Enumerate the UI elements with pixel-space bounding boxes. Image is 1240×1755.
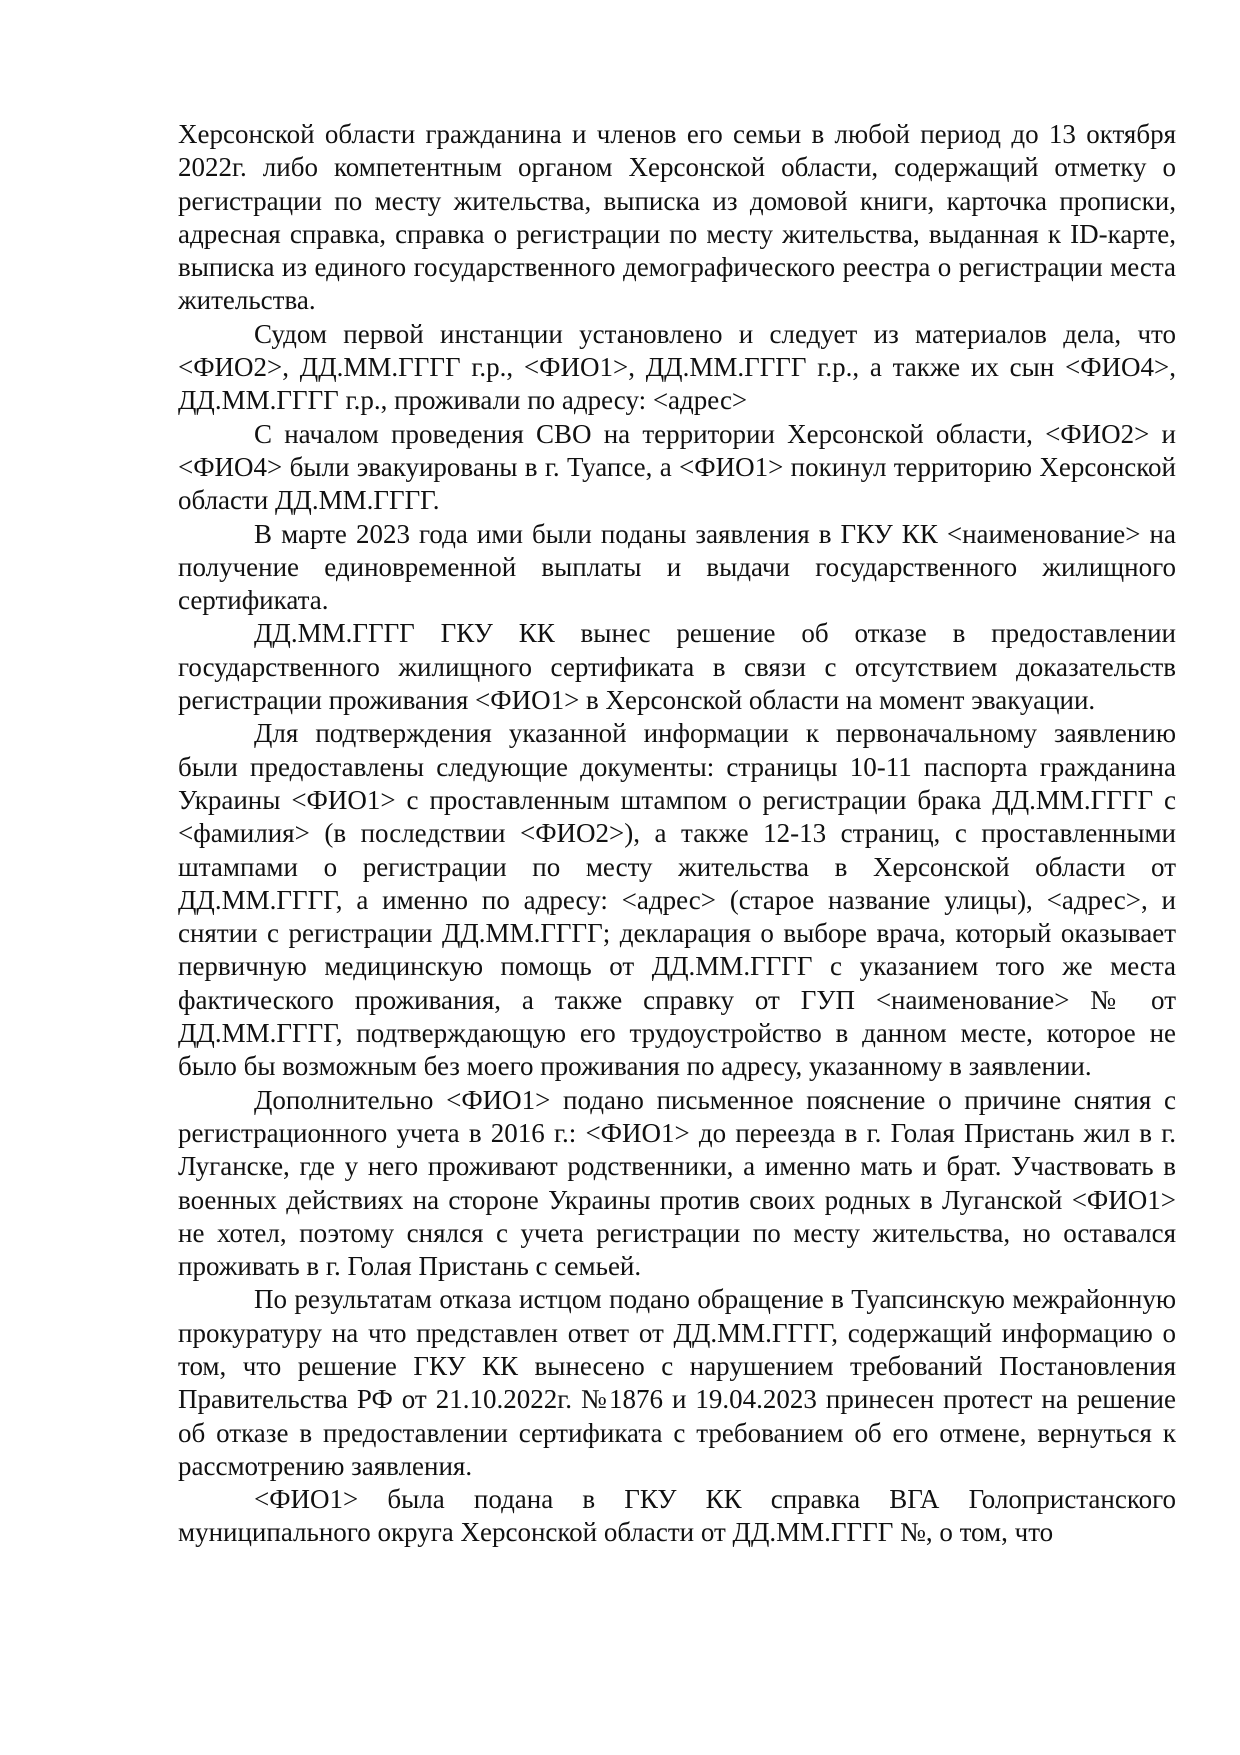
paragraph-6: Для подтверждения указанной информации к первоначальному заявлению были предоставлены следующие документы: страницы 10-11 паспорта гражданина Украины <ФИО1> с проставленным штампом о регистрации брака ДД.ММ.ГГГГ с <фамилия> (в последствии <ФИО2>), а также 12-13 страниц, с проставленными штампами о регистрации по месту жительства в Херсонской области от ДД.ММ.ГГГГ, а именно по адресу: <адрес> (старое название улицы), <адрес>, и снятии с регистрации ДД.ММ.ГГГГ; декларация о выборе врача, который оказывает первичную медицинскую помощь от ДД.ММ.ГГГГ с указанием того же места фактического проживания, а также справку от ГУП <наименование> № от ДД.ММ.ГГГГ, подтверждающую его трудоустройство в данном месте, которое не было бы возможным без моего проживания по адресу, указанному в заявлении. — [178, 718, 1176, 1082]
paragraph-7: Дополнительно <ФИО1> подано письменное пояснение о причине снятия с регистрационного учета в 2016 г.: <ФИО1> до переезда в г. Голая Пристань жил в г. Луганске, где у него проживают родственники, а именно мать и брат. Участвовать в военных действиях на стороне Украины против своих родных в Луганской <ФИО1> не хотел, поэтому снялся с учета регистрации по месту жительства, но оставался проживать в г. Голая Пристань с семьей. — [178, 1084, 1176, 1282]
paragraph-3: С началом проведения СВО на территории Херсонской области, <ФИО2> и <ФИО4> были эвакуированы в г. Туапсе, а <ФИО1> покинул территорию Херсонской области ДД.ММ.ГГГГ. — [178, 418, 1176, 516]
document-page — [178, 118, 1176, 1550]
paragraph-2: Судом первой инстанции установлено и следует из материалов дела, что <ФИО2>, ДД.ММ.ГГГГ г.р., <ФИО1>, ДД.ММ.ГГГГ г.р., а также их сын <ФИО4>, ДД.ММ.ГГГГ г.р., проживали по адресу: <адрес> — [178, 318, 1176, 416]
paragraph-9: <ФИО1> была подана в ГКУ КК справка ВГА Голопристанского муниципального округа Херсонской области от ДД.ММ.ГГГГ №, о том, что — [178, 1484, 1176, 1548]
paragraph-1: Херсонской области гражданина и членов его семьи в любой период до 13 октября 2022г. либо компетентным органом Херсонской области, содержащий отметку о регистрации по месту жительства, выписка из домовой книги, карточка прописки, адресная справка, справка о регистрации по месту жительства, выданная к ID-карте, выписка из единого государственного демографического реестра о регистрации места жительства. — [178, 119, 1176, 316]
paragraph-5: ДД.ММ.ГГГГ ГКУ КК вынес решение об отказе в предоставлении государственного жилищного сертификата в связи с отсутствием доказательств регистрации проживания <ФИО1> в Херсонской области на момент эвакуации. — [178, 618, 1176, 716]
paragraph-4: В марте 2023 года ими были поданы заявления в ГКУ КК <наименование> на получение единовременной выплаты и выдачи государственного жилищного сертификата. — [178, 518, 1176, 616]
paragraph-8: По результатам отказа истцом подано обращение в Туапсинскую межрайонную прокуратуру на что представлен ответ от ДД.ММ.ГГГГ, содержащий информацию о том, что решение ГКУ КК вынесено с нарушением требований Постановления Правительства РФ от 21.10.2022г. №1876 и 19.04.2023 принесен протест на решение об отказе в предоставлении сертификата с требованием об его отмене, вернуться к рассмотрению заявления. — [178, 1284, 1176, 1481]
